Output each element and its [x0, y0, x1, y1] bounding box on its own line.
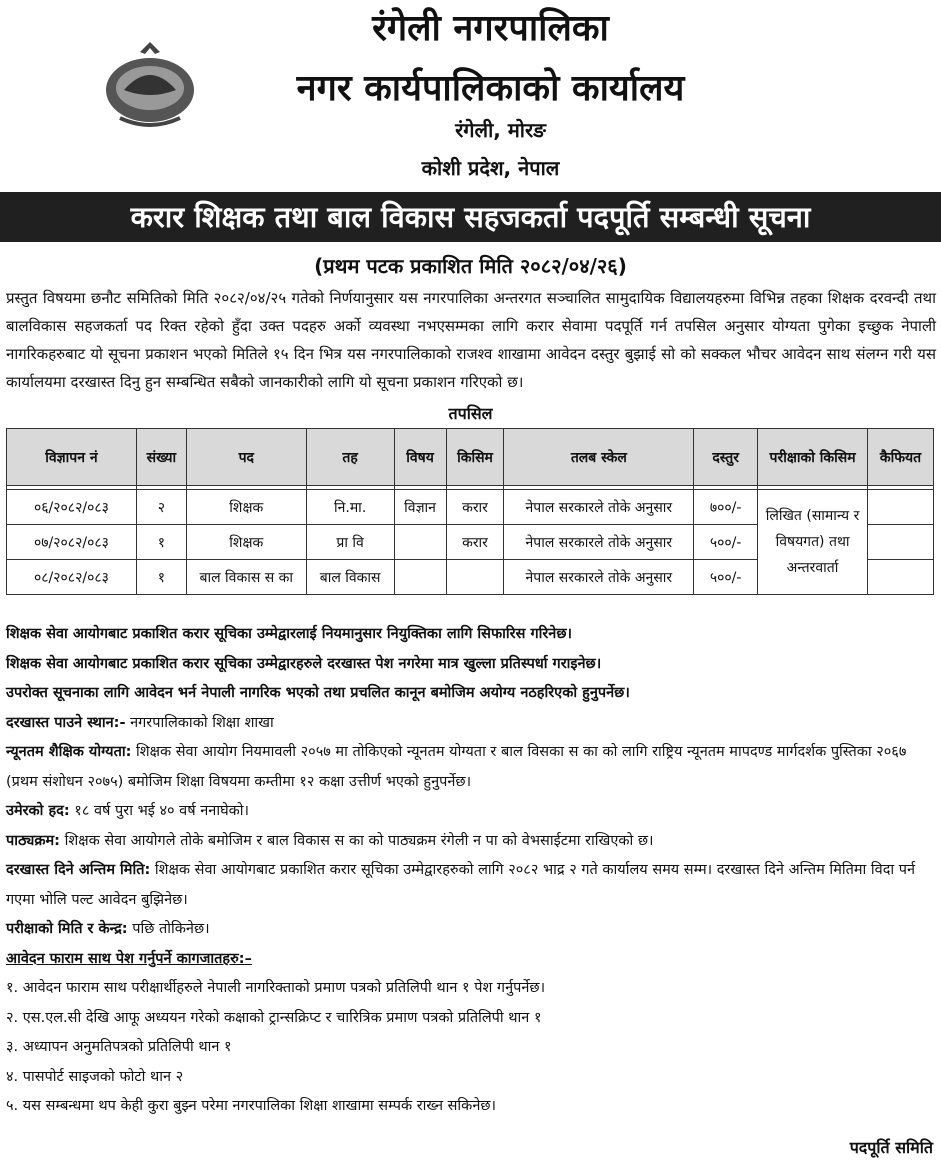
remarks-cell [867, 490, 933, 525]
municipality-name: रंगेली नगरपालिका [372, 8, 609, 49]
table-cell: बाल विकास स का [186, 560, 306, 595]
header-cell: किसिम [446, 429, 504, 486]
document-item: ३. अध्यापन अनुमतिपत्रको प्रतिलिपी थान १ [6, 1039, 232, 1055]
notice-title-banner: करार शिक्षक तथा बाल विकास सहजकर्ता पदपूर्ति सम्बन्धी सूचना [0, 192, 941, 242]
table-cell: प्रा वि [306, 525, 394, 560]
table-cell: विज्ञान [394, 490, 446, 525]
table-cell: ०८/२०८२/०८३ [7, 560, 137, 595]
header-cell: विषय [394, 429, 446, 486]
office-name: नगर कार्यपालिकाको कार्यालय [296, 68, 685, 109]
document-item: १. आवेदन फाराम साथ परीक्षार्थीहरुले नेपाली नागरिक्ताको प्रमाण पत्रको प्रतिलिपी थान १ पेश गर्नुपर्नेछ। [6, 980, 546, 996]
documents-title: आवेदन फाराम साथ पेश गर्नुपर्ने कागजातहरु:– [6, 950, 252, 967]
exam-date-center [6, 915, 936, 945]
table-header-row [7, 429, 934, 486]
header-cell: दस्तुर [694, 429, 758, 486]
intro-paragraph: प्रस्तुत विषयमा छनौट समितिको मिति २०८२/०४/२५ गतेको निर्णयानुसार यस नगरपालिका अन्तरगत सञ्चालित सामुदायिक विद्यालयहरुमा विभिन्न तहका शिक्षक दरवन्दी तथा बालविकास सहजकर्ता पद रिक्त रहेको हुँदा उक्त पदहरु अर्को व्यवस्था नभएसम्मका लागि करार सेवामा पदपूर्ति गर्न तपसिल अनुसार योग्यता पुगेका इच्छुक नेपाली नागरिकहरुबाट यो सूचना प्रकाशन भएको मितिले १५ दिन भित्र यस नगरपालिकाको राजश्व शाखामा आवेदन दस्तुर बुझाई सो को सक्कल भौचर आवेदन साथ संलग्न गरी यस कार्यालयमा दरखास्त दिनु हुन सम्बन्धित सबैको जानकारीको लागि यो सूचना प्रकाशन गरिएको छ। [6, 289, 936, 391]
table-cell: नि.मा. [306, 490, 394, 525]
header-cell: तलब स्केल [504, 429, 694, 486]
table-cell: करार [446, 490, 504, 525]
min-qualification [6, 738, 936, 797]
header-cell: तह [306, 429, 394, 486]
table-cell: ०६/२०८२/०८३ [7, 490, 137, 525]
remarks-cell [867, 560, 933, 595]
table-cell: ५००/- [694, 560, 758, 595]
letterhead [0, 0, 941, 190]
label: उमेरको हद: [6, 803, 70, 819]
table-cell: २ [136, 490, 186, 525]
exam-type-cell: लिखित (सामान्य र विषयगत) तथा अन्तरवार्ता [758, 490, 868, 595]
table-cell [394, 525, 446, 560]
table-cell: बाल विकास [306, 560, 394, 595]
header-cell: पद [186, 429, 306, 486]
value: शिक्षक सेवा आयोगबाट प्रकाशित करार सूचिका उम्मेद्वारहरुको लागि २०८२ भाद्र २ गते कार्यालय समय सम्म। दरखास्त दिने अन्तिम मितिमा विदा पर्न गएमा भोलि पल्ट आवेदन बुझिनेछ। [6, 862, 916, 908]
value: नगरपालिकाको शिक्षा शाखा [125, 714, 274, 731]
table-cell: १ [136, 525, 186, 560]
note-open-competition: शिक्षक सेवा आयोगबाट प्रकाशित करार सूचिका उम्मेद्वारहरुले दरखास्त पेश नगरेमा मात्र खुल्ला प्रतिस्पर्धा गराइनेछ। [6, 655, 602, 672]
syllabus [6, 827, 936, 857]
value: शिक्षक सेवा आयोगले तोके बमोजिम र बाल विकास स का को पाठ्यक्रम रंगेली न पा को वेभसाईटमा राखिएको छ। [59, 832, 654, 849]
table-cell: नेपाल सरकारले तोके अनुसार [504, 560, 694, 595]
header-cell: संख्या [136, 429, 186, 486]
note-recommendation: शिक्षक सेवा आयोगबाट प्रकाशित करार सूचिका उम्मेद्वारलाई नियमानुसार नियुक्तिका लागि सिफारिस गरिनेछ। [6, 626, 573, 642]
label: पाठ्यक्रम: [6, 832, 60, 849]
value: शिक्षक सेवा आयोग नियमावली २०५७ मा तोकिएको न्यूनतम योग्यता र बाल विसका स का को लागि राष्ट्रिय न्यूनतम मापदण्ड मार्गदर्शक पुस्तिका २०६७ (प्रथम संशोधन २०७५) बमोजिम शिक्षा विषयमा कम्तीमा १२ कक्षा उत्तीर्ण भएको हुनुपर्नेछ। [6, 744, 907, 790]
table-cell: नेपाल सरकारले तोके अनुसार [504, 490, 694, 525]
document-item: २. एस.एल.सी देखि आफू अध्ययन गरेको कक्षाको ट्रान्सक्रिप्ट र चारित्रिक प्रमाण पत्रको प्रतिलिपी थान १ [6, 1009, 542, 1026]
table-cell: करार [446, 525, 504, 560]
table-cell: १ [136, 560, 186, 595]
table-cell [446, 560, 504, 595]
application-place [6, 709, 936, 739]
table-cell: ५००/- [694, 525, 758, 560]
signature-committee: पदपूर्ति समिति [849, 1138, 933, 1157]
table-cell: ०७/२०८२/०८३ [7, 525, 137, 560]
table-cell: शिक्षक [186, 490, 306, 525]
remarks-cell [867, 525, 933, 560]
table-cell: नेपाल सरकारले तोके अनुसार [504, 525, 694, 560]
header-cell: परीक्षाको किसिम [758, 429, 868, 486]
province-country: कोशी प्रदेश, नेपाल [421, 156, 560, 180]
notice-body [6, 620, 936, 1122]
office-location: रंगेली, मोरङ [455, 118, 546, 142]
table-row [7, 490, 934, 525]
document-item: ५. यस सम्बन्धमा थप केही कुरा बुझ्न परेमा नगरपालिका शिक्षा शाखामा सम्पर्क राख्न सकिनेछ। [6, 1098, 497, 1114]
label: न्यूनतम शैक्षिक योग्यता: [6, 744, 132, 760]
header-cell: विज्ञापन नं [7, 429, 137, 486]
publication-date: (प्रथम पटक प्रकाशित मिति २०८२/०४/२६) [314, 254, 627, 278]
table-cell: ७००/- [694, 490, 758, 525]
age-limit [6, 797, 936, 827]
table-caption: तपसिल [448, 404, 493, 423]
table-cell [394, 560, 446, 595]
label: दरखास्त पाउने स्थान:- [6, 714, 126, 731]
document-item: ४. पासपोर्ट साइजको फोटो थान २ [6, 1068, 184, 1085]
value: पछि तोकिनेछ। [127, 921, 210, 937]
deadline [6, 856, 936, 915]
vacancy-table [6, 428, 934, 595]
header-cell: कैफियत [867, 429, 933, 486]
label: दरखास्त दिने अन्तिम मिति: [6, 862, 151, 878]
label: परीक्षाको मिति र केन्द्र: [6, 921, 128, 937]
value: १८ वर्ष पुरा भई ४० वर्ष ननाघेको। [69, 803, 250, 819]
table-cell: शिक्षक [186, 525, 306, 560]
note-eligibility: उपरोक्त सूचनाका लागि आवेदन भर्न नेपाली नागरिक भएको तथा प्रचलित कानून बमोजिम अयोग्य नठहरिएको हुनुपर्नेछ। [6, 685, 630, 701]
